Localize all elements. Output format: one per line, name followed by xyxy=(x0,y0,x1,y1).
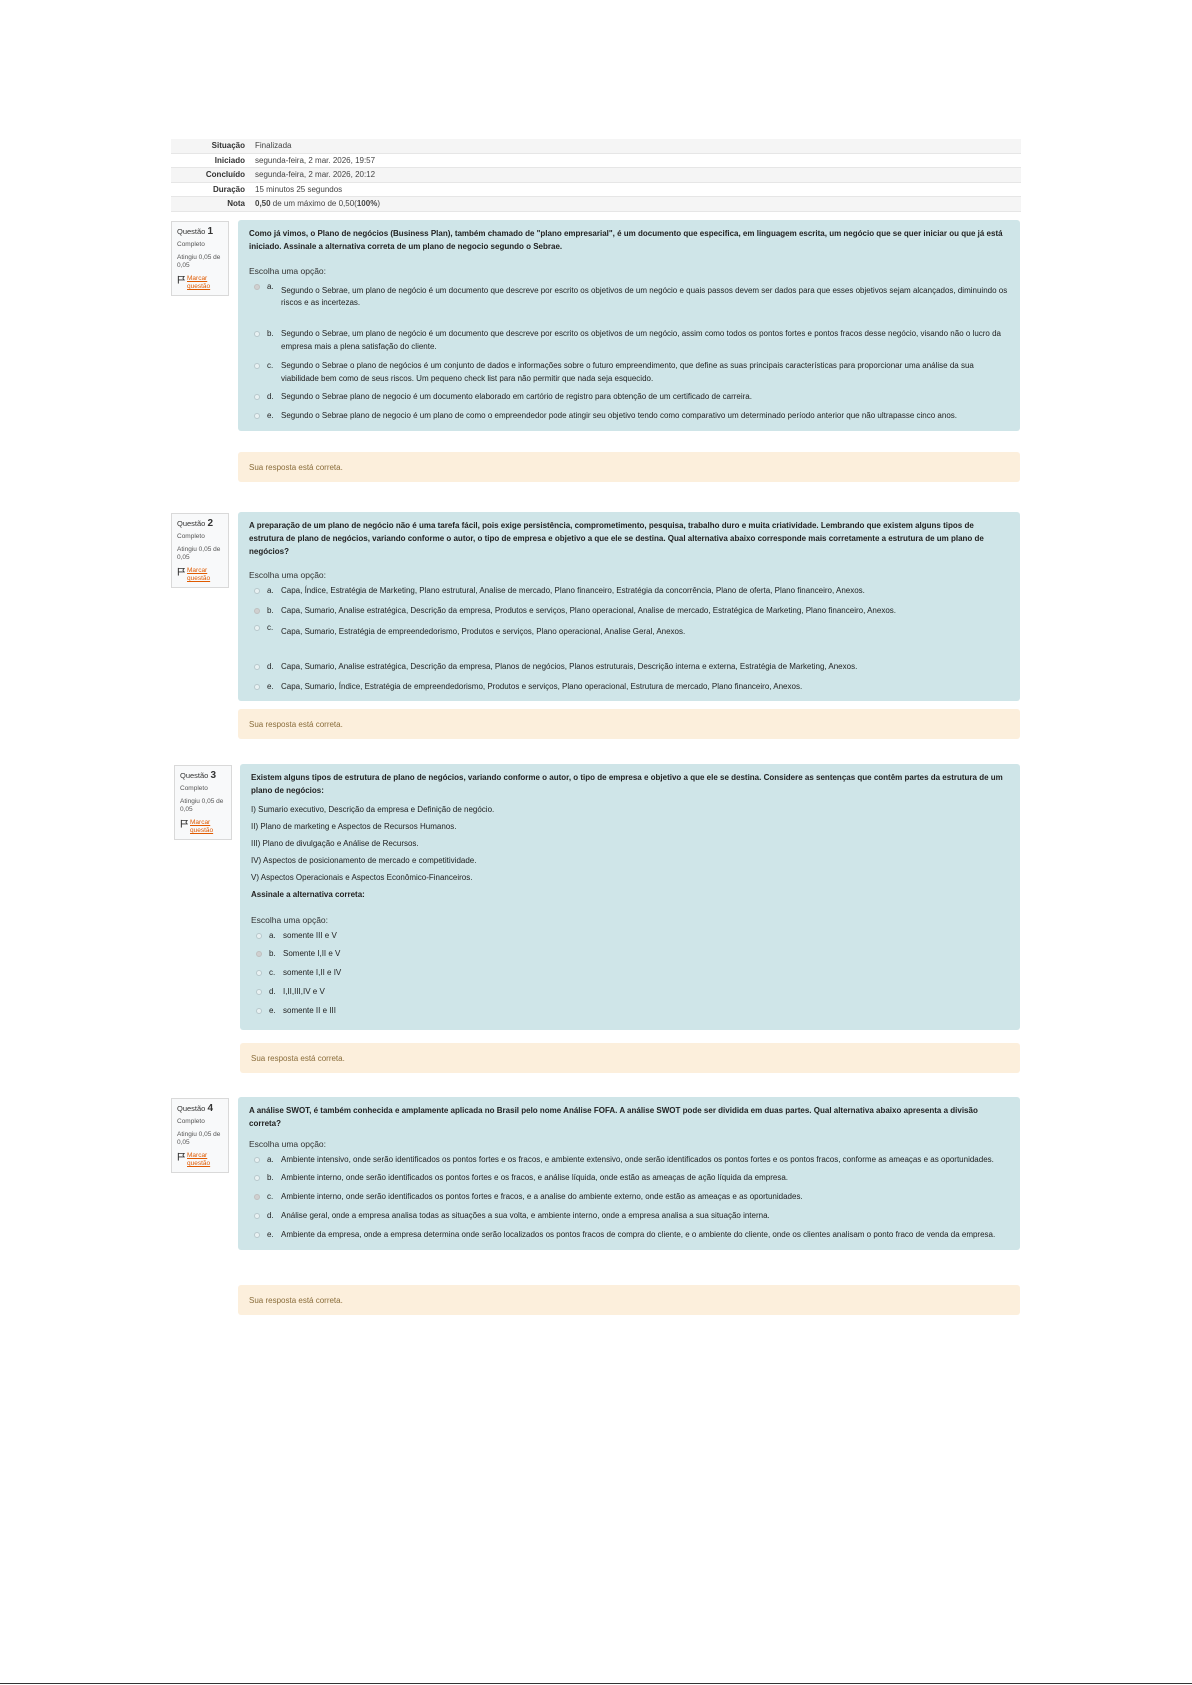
answer-letter: e. xyxy=(267,411,274,421)
answer-option[interactable] xyxy=(251,1005,1009,1018)
question-content xyxy=(238,512,1020,701)
radio-button[interactable] xyxy=(254,1175,260,1181)
summary-row-started xyxy=(171,154,1021,169)
answer-letter: e. xyxy=(267,1229,274,1239)
feedback-message: Sua resposta está correta. xyxy=(238,1285,1020,1315)
statement: IV) Aspectos de posicionamento de mercado e competitividade. xyxy=(251,855,477,865)
statement: I) Sumario executivo, Descrição da empresa e Definição de negócio. xyxy=(251,804,495,814)
answer-letter: d. xyxy=(267,1210,274,1220)
answer-letter: c. xyxy=(267,360,274,370)
grade-end: ) xyxy=(377,199,380,209)
answer-text: Segundo o Sebrae plano de negocio é um documento elaborado em cartório de registro para obtenção de um certificado de carreira. xyxy=(281,392,752,402)
question-info xyxy=(171,1098,229,1173)
answer-letter: d. xyxy=(267,661,274,671)
radio-button[interactable] xyxy=(254,1213,260,1219)
question-stem: Existem alguns tipos de estrutura de plano de negócios, variando conforme o autor, o tipo de empresa e objetivo a que ele se destina. Considere as sentenças que contêm partes da estrutura de um plano de negócios: xyxy=(251,773,1003,795)
question-number-value: 1 xyxy=(207,226,214,237)
answer-text: Segundo o Sebrae plano de negocio é um plano de como o empreendedor pode atingir seu objetivo tendo como comparativo um determinado período anterior que não ultrapasse cinco anos. xyxy=(281,411,957,421)
answer-option[interactable] xyxy=(251,967,1009,980)
answer-letter: c. xyxy=(269,968,276,978)
summary-value: segunda-feira, 2 mar. 2026, 19:57 xyxy=(255,155,376,165)
instruction: Assinale a alternativa correta: xyxy=(251,889,365,899)
question-number xyxy=(177,1103,223,1114)
radio-button[interactable] xyxy=(254,1157,260,1163)
question-state: Completo xyxy=(177,1118,205,1125)
radio-button[interactable] xyxy=(256,933,262,939)
radio-button[interactable] xyxy=(254,1232,260,1238)
summary-row-grade xyxy=(171,197,1021,212)
radio-button[interactable] xyxy=(254,331,260,337)
answer-option[interactable] xyxy=(249,1154,1009,1167)
answer-text: Capa, Sumario, Índice, Estratégia de empreendedorismo, Produtos e serviços, Plano operacional, Estrutura de mercado, Plano financeiro, Anexos. xyxy=(281,681,803,691)
answer-letter: a. xyxy=(267,281,274,291)
question-number xyxy=(177,518,223,529)
answer-letter: b. xyxy=(267,329,274,339)
question-state: Completo xyxy=(177,533,205,540)
answer-text: Análise geral, onde a empresa analisa todas as situações a sua volta, e ambiente interno, onde a empresa analisa a sua situação interna. xyxy=(281,1210,770,1220)
summary-value: 15 minutos 25 segundos xyxy=(255,184,343,194)
question-text xyxy=(251,772,1009,903)
question-info xyxy=(171,221,229,296)
answer-option[interactable] xyxy=(249,391,1009,404)
answer-text: Ambiente interno, onde serão identificados os pontos fortes e os fracos, e análise líquida, onde estão as ameaças de ação líquida da empresa. xyxy=(281,1173,788,1183)
answer-prompt: Escolha uma opção: xyxy=(249,570,327,581)
question-content xyxy=(238,220,1020,431)
flag-label: Marcar questão xyxy=(187,1151,211,1167)
answer-text: I,II,III,IV e V xyxy=(283,986,325,996)
radio-button[interactable] xyxy=(254,664,260,670)
answer-letter: b. xyxy=(269,949,276,959)
answer-prompt: Escolha uma opção: xyxy=(251,914,329,925)
attempt-summary xyxy=(171,139,1021,212)
flag-label: Marcar questão xyxy=(187,566,211,582)
radio-button[interactable] xyxy=(256,951,262,957)
flag-question-link[interactable] xyxy=(180,819,226,835)
radio-button[interactable] xyxy=(254,608,260,614)
answer-option[interactable] xyxy=(249,605,1009,618)
question-state: Completo xyxy=(180,785,208,792)
summary-value: Finalizada xyxy=(255,141,292,151)
answer-letter: a. xyxy=(267,1154,274,1164)
flag-icon xyxy=(177,567,186,576)
question-number xyxy=(180,770,226,781)
answer-text: somente I,II e IV xyxy=(283,968,342,978)
question-label: Questão xyxy=(180,771,209,780)
radio-button[interactable] xyxy=(254,413,260,419)
question-text: A preparação de um plano de negócio não é uma tarefa fácil, pois exige persistência, comprometimento, pesquisa, trabalho duro e muita criatividade. Lembrando que existem alguns tipos de estrutura de plano de negócios, variando conforme o autor, o tipo de empresa e objetivo a que ele se destina. Qual alternativa abaixo corresponde mais corretamente a estrutura de um plano de negócios? xyxy=(249,521,984,556)
summary-label: Concluído xyxy=(205,170,245,180)
answer-letter: c. xyxy=(267,622,274,632)
answer-letter: e. xyxy=(269,1005,276,1015)
flag-label: Marcar questão xyxy=(187,274,211,290)
question-text: A análise SWOT, é também conhecida e amplamente aplicada no Brasil pelo nome Análise FOFA. A análise SWOT pode ser dividida em duas partes. Qual alternativa abaixo apresenta a divisão correta? xyxy=(249,1106,978,1128)
summary-grade-value xyxy=(251,199,380,208)
flag-question-link[interactable] xyxy=(177,275,223,291)
summary-label: Duração xyxy=(212,184,245,194)
answer-option[interactable] xyxy=(249,281,1009,311)
question-content xyxy=(238,1097,1020,1250)
feedback-message: Sua resposta está correta. xyxy=(240,1043,1020,1073)
statement: V) Aspectos Operacionais e Aspectos Econômico-Financeiros. xyxy=(251,872,473,882)
answer-text: Somente I,II e V xyxy=(283,949,341,959)
summary-value: segunda-feira, 2 mar. 2026, 20:12 xyxy=(255,170,376,180)
answer-text: somente III e V xyxy=(283,930,337,940)
answer-letter: a. xyxy=(267,586,274,596)
answer-option[interactable] xyxy=(251,986,1009,999)
flag-question-link[interactable] xyxy=(177,1152,223,1168)
question-number xyxy=(177,226,223,237)
answer-option[interactable] xyxy=(249,1191,1009,1204)
answer-letter: a. xyxy=(269,930,276,940)
summary-label: Nota xyxy=(227,199,245,209)
radio-button[interactable] xyxy=(254,588,260,594)
question-grade: Atingiu 0,05 de 0,05 xyxy=(177,546,221,562)
radio-button[interactable] xyxy=(256,989,262,995)
flag-icon xyxy=(177,275,186,284)
answer-letter: c. xyxy=(267,1192,274,1202)
summary-label: Iniciado xyxy=(214,155,245,165)
answer-letter: d. xyxy=(269,986,276,996)
answer-letter: b. xyxy=(267,606,274,616)
answer-text: Capa, Sumario, Estratégia de empreendedorismo, Produtos e serviços, Plano operacional, Analise Geral, Anexos. xyxy=(281,626,686,636)
question-grade: Atingiu 0,05 de 0,05 xyxy=(177,254,221,270)
question-content xyxy=(240,764,1020,1030)
answer-option[interactable] xyxy=(251,948,1009,961)
question-label: Questão xyxy=(177,227,206,236)
statement: III) Plano de divulgação e Análise de Recursos. xyxy=(251,838,419,848)
answer-option[interactable] xyxy=(249,328,1009,354)
answer-option[interactable] xyxy=(249,1210,1009,1223)
grade-percent: 100% xyxy=(356,199,378,209)
answer-text: Ambiente da empresa, onde a empresa determina onde serão localizados os pontos fracos de compra do cliente, e o ambiente do cliente, onde os clientes analisam o ponto fraco de venda da empresa. xyxy=(281,1229,996,1239)
answer-text: Capa, Sumario, Analise estratégica, Descrição da empresa, Planos de negócios, Planos estruturais, Descrição interna e externa, Estratégia de Marketing, Anexos. xyxy=(281,661,858,671)
flag-label: Marcar questão xyxy=(190,818,214,834)
page-bottom-divider xyxy=(0,1683,1192,1684)
question-number-value: 3 xyxy=(210,770,217,781)
summary-label: Situação xyxy=(211,141,245,151)
radio-button[interactable] xyxy=(254,625,260,631)
answer-text: Ambiente interno, onde serão identificados os pontos fortes e fracos, e a analise do ambiente externo, onde estão as ameaças e as oportunidades. xyxy=(281,1192,803,1202)
feedback-message: Sua resposta está correta. xyxy=(238,709,1020,739)
answer-option[interactable] xyxy=(249,360,1009,386)
answer-text: Capa, Índice, Estratégia de Marketing, Plano estrutural, Analise de mercado, Plano financeiro, Estratégia da concorrência, Plano de oferta, Plano financeiro, Anexos. xyxy=(281,586,865,596)
answer-prompt: Escolha uma opção: xyxy=(249,265,327,276)
radio-button[interactable] xyxy=(256,970,262,976)
question-label: Questão xyxy=(177,519,206,528)
answer-text: Segundo o Sebrae o plano de negócios é um conjunto de dados e informações sobre o futuro empreendimento, que define as suas principais características para proporcionar uma análise da sua viabilidade bem como de seus riscos. Um pequeno check list para não permitir que nada seja esquecido. xyxy=(281,360,974,383)
flag-icon xyxy=(177,1152,186,1161)
answer-letter: b. xyxy=(267,1173,274,1183)
answer-prompt: Escolha uma opção: xyxy=(249,1138,327,1149)
question-grade: Atingiu 0,05 de 0,05 xyxy=(177,1131,221,1147)
question-info xyxy=(174,765,232,840)
radio-button[interactable] xyxy=(254,394,260,400)
answer-text: somente II e III xyxy=(283,1005,336,1015)
summary-row-completed xyxy=(171,168,1021,183)
question-info xyxy=(171,513,229,588)
answer-option[interactable] xyxy=(249,661,1009,674)
answer-option[interactable] xyxy=(249,1229,1009,1242)
statement: II) Plano de marketing e Aspectos de Recursos Humanos. xyxy=(251,821,457,831)
radio-button[interactable] xyxy=(254,284,260,290)
answer-letter: d. xyxy=(267,392,274,402)
answer-text: Capa, Sumario, Analise estratégica, Descrição da empresa, Produtos e serviços, Plano operacional, Analise de mercado, Estratégica de Marketing, Plano financeiro, Anexos. xyxy=(281,606,896,616)
question-state: Completo xyxy=(177,241,205,248)
grade-middle: de um máximo de 0,50( xyxy=(270,199,357,209)
radio-button[interactable] xyxy=(254,363,260,369)
question-label: Questão xyxy=(177,1104,206,1113)
flag-icon xyxy=(180,819,189,828)
flag-question-link[interactable] xyxy=(177,567,223,583)
question-number-value: 2 xyxy=(207,518,214,529)
answer-option[interactable] xyxy=(249,585,1009,598)
answer-option[interactable] xyxy=(249,622,1009,639)
feedback-message: Sua resposta está correta. xyxy=(238,452,1020,482)
question-number-value: 4 xyxy=(207,1103,214,1114)
radio-button[interactable] xyxy=(256,1008,262,1014)
summary-row-state xyxy=(171,139,1021,154)
answer-text: Segundo o Sebrae, um plano de negócio é um documento que descreve por escrito os objetivos de um negócio, assim como todos os pontos fortes e pontos fracos desse negócio, visando não o lucro da empresa mais a plena satisfação do cliente. xyxy=(281,329,1001,351)
question-grade: Atingiu 0,05 de 0,05 xyxy=(180,798,224,814)
radio-button[interactable] xyxy=(254,1194,260,1200)
answer-option[interactable] xyxy=(251,930,1009,943)
answer-option[interactable] xyxy=(249,681,1009,694)
radio-button[interactable] xyxy=(254,684,260,690)
answer-text: Ambiente intensivo, onde serão identificados os pontos fortes e os fracos, e ambiente extensivo, onde serão identificados os pontos fortes e os pontos fracos, conforme as ameaças e as oportunidades. xyxy=(281,1154,994,1164)
answer-text: Segundo o Sebrae, um plano de negócio é um documento que descreve por escrito os objetivos de um negócio e quais passos devem ser dados para que esses objetivos sejam alcançados, diminuindo os riscos e as incertezas. xyxy=(281,285,1008,308)
answer-option[interactable] xyxy=(249,1172,1009,1185)
summary-row-duration xyxy=(171,183,1021,198)
answer-letter: e. xyxy=(267,681,274,691)
question-text: Como já vimos, o Plano de negócios (Business Plan), também chamado de "plano empresarial", é um documento que especifica, em linguagem escrita, um negócio que se quer iniciar ou que já está iniciado. Assinale a alternativa correta de um plano de negocio segundo o Sebrae. xyxy=(249,229,1003,251)
grade-score: 0,50 xyxy=(255,199,271,209)
answer-option[interactable] xyxy=(249,410,1009,423)
